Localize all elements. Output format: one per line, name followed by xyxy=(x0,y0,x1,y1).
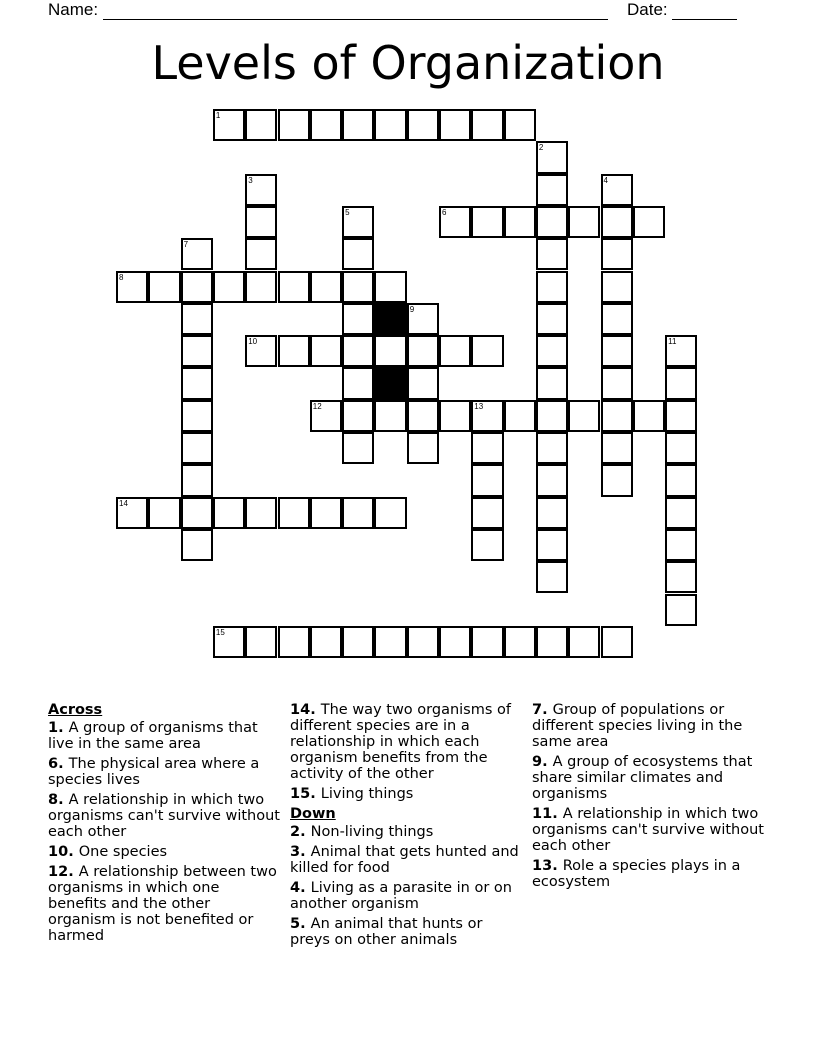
grid-cell[interactable] xyxy=(407,335,439,367)
clue-text: Living as a parasite in or on another organism xyxy=(290,880,512,912)
clue-number: 5 xyxy=(290,916,301,932)
clue-text: A relationship in which two organisms can't survive without each other xyxy=(532,806,764,854)
grid-cell[interactable] xyxy=(504,109,536,141)
clue-text: An animal that hunts or preys on other animals xyxy=(290,916,483,948)
grid-cell[interactable] xyxy=(245,109,277,141)
grid-cell[interactable] xyxy=(536,335,568,367)
name-line[interactable] xyxy=(103,3,608,20)
grid-cell[interactable] xyxy=(536,400,568,432)
clue-text: Animal that gets hunted and killed for food xyxy=(290,844,519,876)
clue-number: 14 xyxy=(290,702,311,718)
grid-cell[interactable] xyxy=(536,303,568,335)
grid-cell[interactable] xyxy=(601,335,633,367)
grid-cell[interactable] xyxy=(245,626,277,658)
grid-cell[interactable] xyxy=(601,367,633,399)
grid-cell[interactable] xyxy=(536,529,568,561)
clues-column-3 xyxy=(532,702,764,894)
clue-down-3: 3. Animal that gets hunted and killed for food xyxy=(290,844,519,876)
cell-number: 12 xyxy=(312,401,322,411)
grid-cell[interactable] xyxy=(310,109,342,141)
clues-column-2 xyxy=(290,702,522,952)
name-field[interactable] xyxy=(48,0,608,20)
cell-number: 11 xyxy=(668,337,677,347)
grid-cell[interactable] xyxy=(536,464,568,496)
cell-number: 1 xyxy=(215,111,221,120)
clue-across-14: 14. The way two organisms of different species are in a relationship in which each organism benefits from the activity of the other xyxy=(290,702,511,782)
grid-cell[interactable] xyxy=(665,497,697,529)
down-heading: Down xyxy=(290,806,336,822)
cell-number: 3 xyxy=(248,175,253,185)
name-label: Name: xyxy=(48,0,99,19)
grid-cell[interactable] xyxy=(536,497,568,529)
grid-cell[interactable] xyxy=(407,109,439,141)
grid-cell[interactable] xyxy=(471,206,503,238)
grid-cell[interactable] xyxy=(407,367,439,399)
grid-cell[interactable] xyxy=(471,464,503,496)
clue-number: 2 xyxy=(290,824,301,840)
grid-cell[interactable] xyxy=(665,464,697,496)
grid-cell[interactable] xyxy=(601,464,633,496)
grid-cell[interactable] xyxy=(116,497,148,529)
grid-cell[interactable] xyxy=(181,400,213,432)
grid-cell[interactable] xyxy=(148,497,180,529)
clue-number: 1 xyxy=(48,720,59,736)
clue-across-15: 15. Living things xyxy=(290,786,414,802)
date-field[interactable] xyxy=(627,0,737,20)
grid-cell[interactable] xyxy=(181,432,213,464)
grid-cell[interactable] xyxy=(342,626,374,658)
grid-cell[interactable] xyxy=(213,271,245,303)
grid-cell[interactable] xyxy=(471,626,503,658)
grid-cell[interactable] xyxy=(148,271,180,303)
clue-number: 7 xyxy=(532,702,543,718)
grid-cell[interactable] xyxy=(342,432,374,464)
grid-cell[interactable] xyxy=(439,335,471,367)
grid-cell[interactable] xyxy=(536,174,568,206)
grid-cell[interactable] xyxy=(181,303,213,335)
clue-down-5: 5. An animal that hunts or preys on other animals xyxy=(290,916,483,948)
clue-down-11: 11. A relationship in which two organisms can't survive without each other xyxy=(532,806,764,854)
grid-cell[interactable] xyxy=(536,367,568,399)
grid-cell[interactable] xyxy=(374,400,406,432)
clue-across-10: 10. One species xyxy=(48,844,168,860)
grid-cell[interactable] xyxy=(536,561,568,593)
grid-cell[interactable] xyxy=(601,174,633,206)
grid-cell[interactable] xyxy=(407,303,439,335)
grid-cell[interactable] xyxy=(310,400,342,432)
clue-text: A relationship in which two organisms can't survive without each other xyxy=(48,792,280,840)
clue-text: A group of ecosystems that share similar climates and organisms xyxy=(532,754,753,802)
clue-across-8: 8. A relationship in which two organisms can't survive without each other xyxy=(48,792,280,840)
shaded-cell xyxy=(374,303,406,335)
grid-cell[interactable] xyxy=(181,464,213,496)
grid-cell[interactable] xyxy=(504,206,536,238)
clue-number: 9 xyxy=(532,754,543,770)
grid-cell[interactable] xyxy=(342,109,374,141)
grid-cell[interactable] xyxy=(471,400,503,432)
grid-cell[interactable] xyxy=(407,626,439,658)
clue-across-12: 12. A relationship between two organisms in which one benefits and the other organism is not benefited or harmed xyxy=(48,864,277,944)
grid-cell[interactable] xyxy=(278,109,310,141)
clue-number: 12 xyxy=(48,864,69,880)
clue-number: 13 xyxy=(532,858,553,874)
grid-cell[interactable] xyxy=(601,303,633,335)
clue-text: A group of organisms that live in the same area xyxy=(48,720,258,752)
grid-cell[interactable] xyxy=(601,238,633,270)
grid-cell[interactable] xyxy=(213,109,245,141)
grid-cell[interactable] xyxy=(665,529,697,561)
grid-cell[interactable] xyxy=(439,400,471,432)
grid-cell[interactable] xyxy=(245,335,277,367)
grid-cell[interactable] xyxy=(310,626,342,658)
grid-cell[interactable] xyxy=(568,626,600,658)
grid-cell[interactable] xyxy=(471,109,503,141)
grid-cell[interactable] xyxy=(245,206,277,238)
clue-number: 6 xyxy=(48,756,59,772)
grid-cell[interactable] xyxy=(342,497,374,529)
grid-cell[interactable] xyxy=(471,497,503,529)
grid-cell[interactable] xyxy=(665,400,697,432)
clue-number: 11 xyxy=(532,806,553,822)
grid-cell[interactable] xyxy=(278,497,310,529)
grid-cell[interactable] xyxy=(439,109,471,141)
grid-cell[interactable] xyxy=(665,367,697,399)
date-line[interactable] xyxy=(672,3,737,20)
grid-cell[interactable] xyxy=(439,626,471,658)
across-heading: Across xyxy=(48,702,103,718)
grid-cell[interactable] xyxy=(278,626,310,658)
grid-cell[interactable] xyxy=(471,529,503,561)
grid-cell[interactable] xyxy=(407,432,439,464)
cell-number: 7 xyxy=(183,240,189,250)
grid-cell[interactable] xyxy=(374,335,406,367)
grid-cell[interactable] xyxy=(342,367,374,399)
grid-cell[interactable] xyxy=(504,626,536,658)
clues-column-1 xyxy=(48,702,280,948)
grid-cell[interactable] xyxy=(601,432,633,464)
grid-cell[interactable] xyxy=(181,335,213,367)
grid-cell[interactable] xyxy=(342,238,374,270)
grid-cell[interactable] xyxy=(536,238,568,270)
grid-cell[interactable] xyxy=(536,626,568,658)
clue-text: The way two organisms of different species are in a relationship in which each organism benefits from the activity of the other xyxy=(290,702,511,782)
grid-cell[interactable] xyxy=(181,497,213,529)
grid-cell[interactable] xyxy=(310,497,342,529)
grid-cell[interactable] xyxy=(601,400,633,432)
grid-cell[interactable] xyxy=(116,271,148,303)
cell-number: 2 xyxy=(538,143,544,153)
grid-cell[interactable] xyxy=(342,400,374,432)
grid-cell[interactable] xyxy=(181,271,213,303)
grid-cell[interactable] xyxy=(471,335,503,367)
date-label: Date: xyxy=(627,0,668,19)
grid-cell[interactable] xyxy=(374,109,406,141)
grid-cell[interactable] xyxy=(536,206,568,238)
grid-cell[interactable] xyxy=(665,561,697,593)
grid-cell[interactable] xyxy=(213,497,245,529)
grid-cell[interactable] xyxy=(374,497,406,529)
grid-cell[interactable] xyxy=(407,400,439,432)
clue-number: 3 xyxy=(290,844,301,860)
grid-cell[interactable] xyxy=(504,400,536,432)
grid-cell[interactable] xyxy=(342,271,374,303)
grid-cell[interactable] xyxy=(471,432,503,464)
grid-cell[interactable] xyxy=(342,303,374,335)
grid-cell[interactable] xyxy=(245,497,277,529)
cell-number: 13 xyxy=(474,401,484,411)
clue-number: 8 xyxy=(48,792,59,808)
grid-cell[interactable] xyxy=(278,335,310,367)
grid-cell[interactable] xyxy=(568,206,600,238)
cell-number: 6 xyxy=(442,207,447,217)
cell-number: 10 xyxy=(248,337,258,347)
clue-text: Living things xyxy=(320,786,414,802)
grid-cell[interactable] xyxy=(181,238,213,270)
clue-text: One species xyxy=(78,844,168,860)
clue-number: 15 xyxy=(290,786,311,802)
grid-cell[interactable] xyxy=(633,206,665,238)
clue-across-6: 6. The physical area where a species lives xyxy=(48,756,260,788)
clue-across-1: 1. A group of organisms that live in the same area xyxy=(48,720,258,752)
clue-number: 10 xyxy=(48,844,69,860)
grid-cell[interactable] xyxy=(374,626,406,658)
grid-cell[interactable] xyxy=(601,271,633,303)
cell-number: 14 xyxy=(119,498,128,508)
clue-down-13: 13. Role a species plays in a ecosystem xyxy=(532,858,741,890)
grid-cell[interactable] xyxy=(310,271,342,303)
page-title: Levels of Organization xyxy=(151,36,665,90)
grid-cell[interactable] xyxy=(665,335,697,367)
grid-cell[interactable] xyxy=(536,141,568,173)
grid-cell[interactable] xyxy=(374,271,406,303)
grid-cell[interactable] xyxy=(342,206,374,238)
clue-text: Role a species plays in a ecosystem xyxy=(532,858,741,890)
grid-cell[interactable] xyxy=(601,206,633,238)
shaded-cell xyxy=(374,367,406,399)
grid-cell[interactable] xyxy=(181,529,213,561)
grid-cell[interactable] xyxy=(633,400,665,432)
clue-text: Non-living things xyxy=(310,824,434,840)
grid-cell[interactable] xyxy=(665,432,697,464)
grid-cell[interactable] xyxy=(536,432,568,464)
grid-cell[interactable] xyxy=(665,594,697,626)
cell-number: 15 xyxy=(215,627,225,637)
clue-number: 4 xyxy=(290,880,301,896)
grid-cell[interactable] xyxy=(342,335,374,367)
cell-number: 4 xyxy=(603,175,608,185)
grid-cell[interactable] xyxy=(245,271,277,303)
cell-number: 5 xyxy=(345,207,350,217)
grid-cell[interactable] xyxy=(601,626,633,658)
grid-cell[interactable] xyxy=(278,271,310,303)
clue-down-2: 2. Non-living things xyxy=(290,824,434,840)
grid-cell[interactable] xyxy=(181,367,213,399)
clue-down-9: 9. A group of ecosystems that share similar climates and organisms xyxy=(532,754,753,802)
clue-down-4: 4. Living as a parasite in or on another organism xyxy=(290,880,512,912)
grid-cell[interactable] xyxy=(245,174,277,206)
clue-text: A relationship between two organisms in which one benefits and the other organism is not benefited or harmed xyxy=(48,864,277,944)
cell-number: 8 xyxy=(119,272,124,282)
grid-cell[interactable] xyxy=(568,400,600,432)
grid-cell[interactable] xyxy=(213,626,245,658)
grid-cell[interactable] xyxy=(245,238,277,270)
cell-number: 9 xyxy=(409,304,415,314)
grid-cell[interactable] xyxy=(536,271,568,303)
clue-down-7: 7. Group of populations or different species living in the same area xyxy=(532,702,743,750)
clue-text: Group of populations or different species living in the same area xyxy=(532,702,743,750)
grid-cell[interactable] xyxy=(310,335,342,367)
clue-text: The physical area where a species lives xyxy=(48,756,260,788)
grid-cell[interactable] xyxy=(439,206,471,238)
